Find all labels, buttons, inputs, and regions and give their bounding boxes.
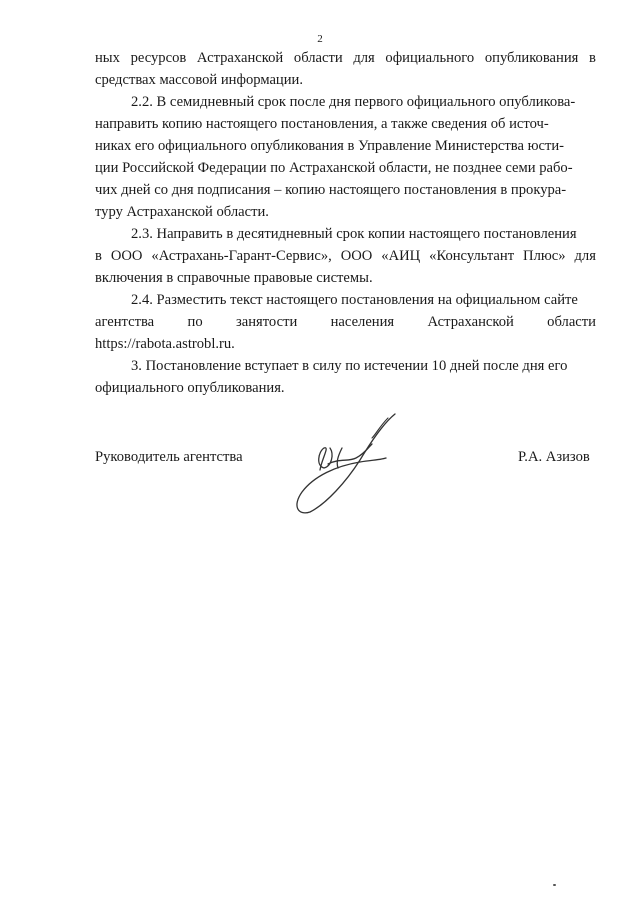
word: по [187,314,203,330]
word: официального [385,50,475,66]
body-line: включения в справочные правовые системы. [95,270,373,286]
website-url: https://rabota.astrobl.ru. [95,336,235,352]
word: «Консультант [429,248,515,264]
word: Плюс» [523,248,566,264]
word: для [353,50,375,66]
paragraph-2-3-first-line: 2.3. Направить в десятидневный срок копии настоящего постановления [131,226,577,242]
handwritten-signature [280,408,410,518]
word: ООО [110,248,143,264]
word: занятости [235,314,298,330]
body-line: чих дней со дня подписания – копию настоящего постановления в прокура- [95,182,567,198]
body-line: туру Астраханской области. [95,204,269,220]
body-line [95,311,596,333]
word: опубликования [484,50,579,66]
body-line [95,47,596,69]
word: области [293,50,343,66]
word: в [95,248,102,264]
word: Астраханской [196,50,284,66]
paragraph-2-4-first-line: 2.4. Разместить текст настоящего постановления на официальном сайте [131,292,578,308]
word: населения [330,314,395,330]
word: агентства [95,314,155,330]
body-line [95,245,596,267]
word: в [589,50,596,66]
word: для [574,248,596,264]
signatory-name: Р.А. Азизов [518,449,590,465]
word: ных [95,50,120,66]
word: «Астрахань-Гарант-Сервис», [151,248,332,264]
signatory-position: Руководитель агентства [95,449,243,465]
word: области [547,314,596,330]
body-line: ции Российской Федерации по Астраханской области, не позднее семи рабо- [95,160,573,176]
body-line: никах его официального опубликования в Управление Министерства юсти- [95,138,565,154]
body-line: средствах массовой информации. [95,72,304,88]
page-number: 2 [317,33,323,45]
scan-speck [553,884,556,886]
word: ресурсов [130,50,187,66]
body-line: официального опубликования. [95,380,285,396]
word: ООО [340,248,373,264]
word: Астраханской [427,314,514,330]
word: «АИЦ [381,248,421,264]
paragraph-2-2-first-line: 2.2. В семидневный срок после дня первого официального опубликова- [131,94,576,110]
body-line: направить копию настоящего постановления, а также сведения об источ- [95,116,549,132]
paragraph-3-first-line: 3. Постановление вступает в силу по истечении 10 дней после дня его [131,358,568,374]
